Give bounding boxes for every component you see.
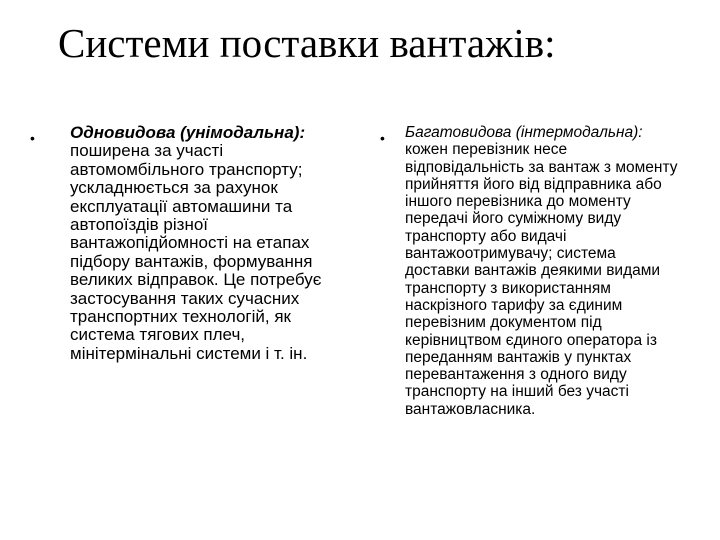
bullet-intermodal-text: кожен перевізник несе відповідальність за вантаж з моменту прийняття його від відправника або іншого перевізника до моменту передачі його суміжному виду транспорту або видачі вантажоотримувачу; система доставки вантажів деякими видами транспорту з використанням наскрізного тарифу за єдиним перевізним документом під керівництвом єдиного оператора із переданням вантажів у пунктах перевантаження з одного виду транспорту на інший без участі вантажовласника. (405, 141, 678, 418)
bullet-marker: • (30, 130, 35, 146)
bullet-intermodal (380, 124, 680, 418)
bullet-unimodal-text: поширена за участі автомомбільного транспорту; ускладнюється за рахунок експлуатації автомашини та автопоїздів різної вантажопідйомності на етапах підбору вантажів, формування великих відправок. Це потребує застосування таких сучасних транспортних технологій, як система тягових плеч, мінітермінальні системи і т. ін. (70, 141, 322, 363)
bullet-unimodal (30, 124, 360, 363)
bullet-intermodal-term: Багатовидова (інтермодальна): (405, 124, 643, 141)
bullet-intermodal-body (405, 124, 680, 418)
bullet-unimodal-body (70, 124, 360, 363)
bullet-column-left (30, 124, 360, 363)
slide-title: Системи поставки вантажів: (58, 20, 556, 66)
bullet-column-right (380, 124, 680, 418)
bullet-unimodal-term: Одновидова (унімодальна): (70, 123, 306, 142)
bullet-marker: • (380, 130, 385, 146)
